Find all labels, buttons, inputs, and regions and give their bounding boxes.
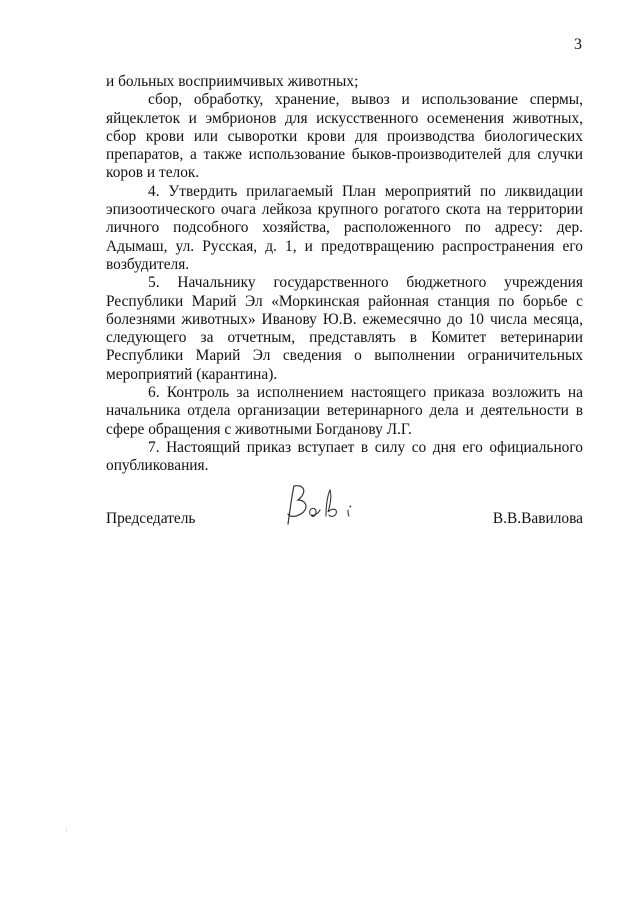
paragraph: сбор, обработку, хранение, вывоз и использование спермы, яйцеклеток и эмбрионов для искусственного осеменения животных, сбор крови или сыворотки крови для производства биологических препаратов, а также использование быков-производителей для случки коров и телок. (106, 91, 583, 182)
paragraph: 6. Контроль за исполнением настоящего приказа возложить на начальника отдела организации ветеринарного дела и деятельности в сфере обращения с животными Богданову Л.Г. (106, 384, 583, 438)
signatory-name: В.В.Вавилова (492, 510, 583, 527)
scan-speck (66, 830, 67, 831)
signatory-position: Председатель (106, 510, 196, 527)
paragraph: 5. Начальнику государственного бюджетного учреждения Республики Марий Эл «Моркинская районная станция по борьбе с болезнями животных» Иванову Ю.В. ежемесячно до 10 числа месяца, следующего за отчетным, представлять в Комитет ветеринарии Республики Марий Эл сведения о выполнении ограничительных мероприятий (карантина). (106, 274, 583, 383)
signature-block (106, 480, 583, 540)
handwritten-signature (280, 480, 360, 530)
document-body (106, 73, 583, 476)
page-number: 3 (574, 36, 582, 53)
paragraph: 4. Утвердить прилагаемый План мероприятий по ликвидации эпизоотического очага лейкоза крупного рогатого скота на территории личного подсобного хозяйства, расположенного по адресу: дер. Адымаш, ул. Русская, д. 1, и предотвращению распространения его возбудителя. (106, 182, 583, 273)
paragraph: и больных восприимчивых животных; (106, 73, 359, 90)
paragraph: 7. Настоящий приказ вступает в силу со дня его официального опубликования. (106, 438, 583, 475)
